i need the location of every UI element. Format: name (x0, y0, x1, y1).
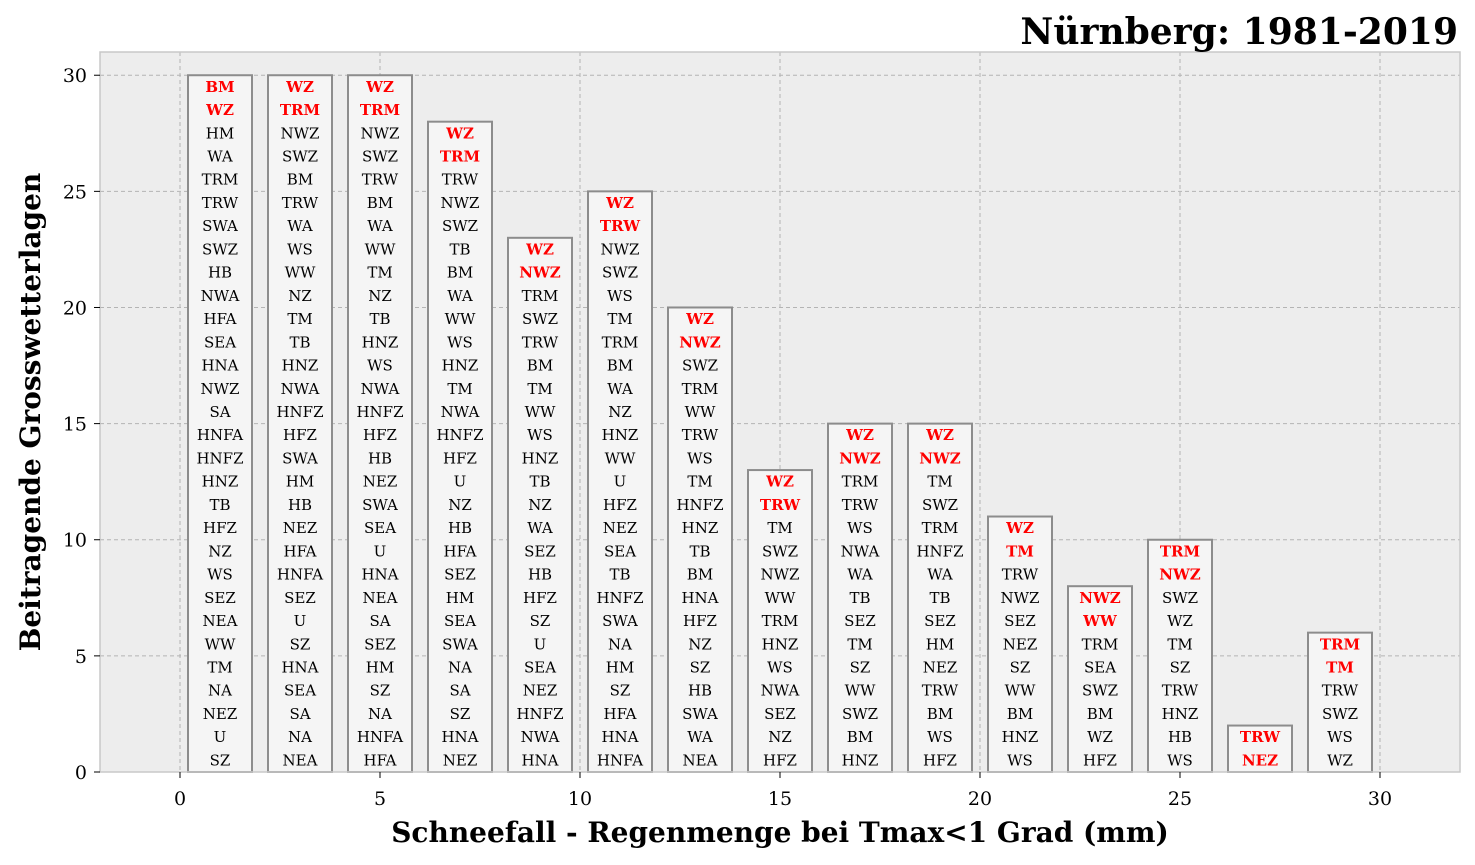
bar-cell-label: NA (208, 681, 232, 700)
bar-cell-label: NZ (448, 495, 472, 514)
bar-cell-label: SZ (609, 681, 631, 700)
bar-cell-label: HFA (363, 751, 397, 770)
bar-cell-label: TM (447, 379, 473, 398)
bar-cell-label: SWZ (521, 310, 559, 329)
bar-cell-label: HB (527, 565, 553, 584)
bar-cell-label: U (533, 635, 547, 654)
bar-cell-label: HNZ (281, 356, 319, 375)
bar-cell-label: WZ (446, 124, 474, 143)
bar-cell-label: TB (849, 588, 871, 607)
x-tick-label: 0 (173, 788, 187, 810)
bar-cell-label: SWA (282, 449, 318, 468)
bar-cell-label: NEZ (362, 472, 398, 491)
bar-cell-label: HNFZ (436, 426, 484, 445)
bar-cell-label: WS (207, 565, 233, 584)
bar-cell-label: HNA (281, 658, 319, 677)
bar-cell-label: HFZ (523, 588, 557, 607)
bar-cell-label: NEZ (522, 681, 558, 700)
bar-cell-label: HFA (603, 704, 637, 723)
bar-cell-label: BM (686, 565, 714, 584)
bar-cell-label: SZ (529, 612, 551, 631)
bar-cell-label: BM (366, 193, 394, 212)
bar-cell-label: SEZ (444, 565, 476, 584)
bar-cell-label: NZ (608, 403, 632, 421)
bar-cell-label: TRW (1321, 681, 1359, 700)
x-tick-label: 20 (967, 788, 993, 810)
bar-cell-label: BM (606, 356, 634, 375)
bar-cell-label: TRM (359, 101, 401, 120)
bar-cell-label: NWZ (600, 240, 640, 259)
bar-cell-label: BM (1006, 704, 1034, 723)
bar-cell-label: TM (1167, 635, 1193, 654)
bar-cell-label: HNFZ (196, 449, 244, 468)
bar-cell-label: HM (605, 658, 635, 677)
bar-cell-label: WS (1007, 751, 1033, 770)
bar-cell-label: TRM (921, 519, 959, 538)
bar (668, 307, 732, 772)
bar-cell-label: NWA (440, 403, 480, 421)
bar-cell-label: BM (526, 356, 554, 375)
x-tick-label: 15 (767, 788, 793, 810)
bar-cell-label: TRW (681, 426, 719, 445)
bar-cell-label: BM (205, 77, 235, 96)
y-tick-label: 20 (62, 297, 87, 320)
bar-cell-label: WS (527, 426, 553, 445)
bar-cell-label: TRW (841, 495, 879, 514)
bar-cell-label: WZ (1167, 612, 1193, 631)
bar-cell-label: HNA (601, 728, 639, 747)
bar-cell-label: SZ (289, 635, 311, 654)
bar-cell-label: SEZ (924, 612, 956, 631)
bar-cell-label: HNA (681, 588, 719, 607)
bar-cell-label: NEZ (282, 519, 318, 538)
bar-cell-label: HNFA (596, 751, 644, 770)
bar-cell-label: SWZ (441, 217, 479, 236)
bar-cell-label: HFZ (1083, 751, 1117, 770)
bar-cell-label: WA (367, 217, 393, 236)
bar-cell-label: SEZ (204, 588, 236, 607)
bar-cell-label: BM (1086, 704, 1114, 723)
bar-cell-label: SEZ (364, 635, 396, 654)
bar-cell-label: NZ (208, 542, 232, 561)
bar-cell-label: TRM (279, 101, 321, 120)
bar-cell-label: SA (289, 704, 311, 723)
bar-cell-label: WW (1004, 681, 1036, 700)
bar-cell-label: HFZ (683, 612, 717, 631)
y-tick-label: 15 (62, 413, 87, 436)
bar-cell-label: WS (447, 333, 473, 352)
bar-cell-label: HNZ (201, 472, 239, 491)
bar-cell-label: SWZ (281, 147, 319, 166)
bar-cell-label: HFZ (603, 495, 637, 514)
bar-cell-label: SWA (362, 495, 398, 514)
bar-cell-label: SZ (1009, 658, 1031, 677)
bar-cell-label: NWZ (200, 379, 240, 398)
bar-cell-label: TRW (361, 170, 399, 189)
bar-cell-label: TRM (1159, 542, 1201, 561)
bar-cell-label: NEA (202, 612, 238, 631)
bar-cell-label: TRW (1239, 728, 1281, 747)
bar-cell-label: TM (1326, 658, 1354, 677)
bar-cell-label: U (373, 542, 387, 561)
bar-cell-label: HFA (443, 542, 477, 561)
y-tick-label: 25 (62, 181, 87, 204)
bar-cell-label: HNA (361, 565, 399, 584)
bar-cell-label: HFA (283, 542, 317, 561)
bar-cell-label: NWZ (919, 449, 961, 468)
bar-cell-label: TRM (601, 333, 639, 352)
bar-cell-label: HNFZ (596, 588, 644, 607)
bar-cell-label: U (613, 472, 627, 491)
bar-cell-label: WZ (766, 472, 794, 491)
bar-cell-label: SWA (202, 217, 238, 236)
bar-cell-label: NWZ (1079, 588, 1121, 607)
bar-cell-label: SWZ (601, 263, 639, 282)
bar-cell-label: WW (524, 403, 556, 421)
bar-cell-label: WZ (526, 240, 554, 259)
bar-cell-label: HNFZ (356, 403, 404, 421)
bar-cell-label: WA (447, 286, 473, 305)
bar-cell-label: WW (204, 635, 236, 654)
bar-cell-label: NZ (688, 635, 712, 654)
bar-cell-label: WZ (1006, 519, 1034, 538)
bar-cell-label: WW (604, 449, 636, 468)
bar-cell-label: TRW (201, 193, 239, 212)
bar-cell-label: HB (207, 263, 233, 282)
bar-cell-label: TRW (1001, 565, 1039, 584)
bar-cell-label: HNFZ (276, 403, 324, 421)
bar-cell-label: NZ (288, 286, 312, 305)
x-tick-label: 25 (1167, 788, 1193, 810)
bar-cell-label: NA (368, 704, 392, 723)
bar-cell-label: NA (448, 658, 472, 677)
bar-cell-label: SA (449, 681, 471, 700)
bar-cell-label: SEA (283, 681, 317, 700)
bar-cell-label: HFZ (443, 449, 477, 468)
bar-cell-label: WZ (1087, 728, 1113, 747)
bar-cell-label: HNZ (1001, 728, 1039, 747)
bar-cell-label: WA (927, 565, 953, 584)
bar-cell-label: HNFA (276, 565, 324, 584)
bar-cell-label: TM (847, 635, 873, 654)
bar-cell-label: TRW (281, 193, 319, 212)
bar-cell-label: SEA (203, 333, 237, 352)
y-tick-label: 10 (62, 529, 87, 552)
bar-cell-label: WS (287, 240, 313, 259)
bar-cell-label: NWA (840, 542, 880, 561)
bar-cell-label: HNA (441, 728, 479, 747)
bar-cell-label: HNZ (441, 356, 479, 375)
bar-cell-label: NWA (360, 379, 400, 398)
bar-cell-label: HNFA (356, 728, 404, 747)
bar-cell-label: TRW (441, 170, 479, 189)
bar-cell-label: TM (607, 310, 633, 329)
x-tick-label: 30 (1367, 788, 1393, 810)
bar-cell-label: HNZ (601, 426, 639, 445)
bar-cell-label: WW (1083, 612, 1117, 631)
bar-cell-label: HNZ (1161, 704, 1199, 723)
bar-cell-label: WZ (1327, 751, 1353, 770)
bar-cell-label: SZ (209, 751, 231, 770)
bar-cell-label: NZ (528, 495, 552, 514)
bar-cell-label: SZ (849, 658, 871, 677)
bar-cell-label: TM (687, 472, 713, 491)
bar-cell-label: BM (926, 704, 954, 723)
bar-cell-label: NWZ (1159, 565, 1201, 584)
bar-cell-label: HM (365, 658, 395, 677)
bar-cell-label: TB (449, 240, 471, 259)
bar-cell-label: WW (444, 310, 476, 329)
bar-cell-label: WA (207, 147, 233, 166)
bar-cell-label: HFZ (363, 426, 397, 445)
bar-cell-label: SA (209, 403, 231, 421)
bar-cell-label: NWA (760, 681, 800, 700)
bar-cell-label: HB (1167, 728, 1193, 747)
bar-cell-label: HNZ (681, 519, 719, 538)
bar-cell-label: TB (289, 333, 311, 352)
bar-cell-label: TM (527, 379, 553, 398)
bar-cell-label: SZ (369, 681, 391, 700)
bar-cell-label: HM (445, 588, 475, 607)
bar-cell-label: NEZ (922, 658, 958, 677)
bar-cell-label: TRM (841, 472, 879, 491)
bar-cell-label: HNZ (841, 751, 879, 770)
bar-cell-label: WZ (926, 426, 954, 445)
bar-cell-label: NWZ (519, 263, 561, 282)
bar-cell-label: NEA (682, 751, 718, 770)
bar-cell-label: WA (287, 217, 313, 236)
bar-cell-label: WW (844, 681, 876, 700)
bar-cell-label: HNZ (361, 333, 399, 352)
bar-cell-label: TRM (1319, 635, 1361, 654)
bar-cell-label: TB (529, 472, 551, 491)
bar-cell-label: HNA (201, 356, 239, 375)
bar-cell-label: WA (687, 728, 713, 747)
bar-cell-label: NEA (362, 588, 398, 607)
bar-cell-label: WZ (206, 101, 234, 120)
bar-cell-label: SWZ (361, 147, 399, 166)
x-axis-ticks (174, 772, 1392, 810)
bar-cell-label: WS (847, 519, 873, 538)
bar-cell-label: SEA (1083, 658, 1117, 677)
bar-cell-label: SEZ (844, 612, 876, 631)
bar-cell-label: SEZ (524, 542, 556, 561)
bar-cell-label: SWZ (761, 542, 799, 561)
bar-cell-label: TB (929, 588, 951, 607)
bar-cell-label: SWZ (841, 704, 879, 723)
bar-cell-label: TRM (761, 612, 799, 631)
bar-cell-label: HNZ (521, 449, 559, 468)
bar-cell-label: WA (527, 519, 553, 538)
bar-cell-label: HM (285, 472, 315, 491)
bar-cell-label: BM (286, 170, 314, 189)
bar-cell-label: HNFZ (916, 542, 964, 561)
bar-cell-label: HB (687, 681, 713, 700)
bar-cell-label: WW (764, 588, 796, 607)
bar-cell-label: SWZ (1161, 588, 1199, 607)
bar-cell-label: SEZ (764, 704, 796, 723)
bar-cell-label: SEA (523, 658, 557, 677)
bar-cell-label: SZ (449, 704, 471, 723)
bar-cell-label: NWZ (360, 124, 400, 143)
bar-cell-label: U (293, 612, 307, 631)
bar-cell-label: TRW (1161, 681, 1199, 700)
bar-cell-label: SEA (443, 612, 477, 631)
bar-cell-label: SWA (442, 635, 478, 654)
bar-cell-label: TB (609, 565, 631, 584)
bar-cell-label: SA (369, 612, 391, 631)
x-tick-label: 10 (567, 788, 593, 810)
bar-cell-label: HFA (203, 310, 237, 329)
bar-cell-label: NWZ (440, 193, 480, 212)
bar-cell-label: SWA (682, 704, 718, 723)
bar-cell-label: NEZ (202, 704, 238, 723)
bar-cell-label: TRM (681, 379, 719, 398)
bar-cell-label: TRW (599, 217, 641, 236)
bar-cell-label: SZ (689, 658, 711, 677)
y-tick-label: 0 (74, 762, 87, 784)
bar-cell-label: HM (205, 124, 235, 143)
bar-cell-label: WW (284, 263, 316, 282)
bar-cell-label: SWZ (921, 495, 959, 514)
bar-cell-label: TRM (521, 286, 559, 305)
bar-cell-label: HB (367, 449, 393, 468)
bar-cell-label: WS (607, 286, 633, 305)
bar-cell-label: NEZ (1241, 751, 1279, 770)
bar-cell-label: TRM (439, 147, 481, 166)
y-axis-label: Beitragende Grosswetterlagen (14, 172, 47, 652)
bar-cell-label: SZ (1169, 658, 1191, 677)
bar-cell-label: WW (364, 240, 396, 259)
bar-cell-label: NA (608, 635, 632, 654)
bar-cell-label: WS (1327, 728, 1353, 747)
bar-cell-label: NWZ (1000, 588, 1040, 607)
bar-cell-label: TRW (759, 495, 801, 514)
bar-cell-label: TM (1006, 542, 1034, 561)
bar-cell-label: WA (847, 565, 873, 584)
bar-cell-label: TRW (521, 333, 559, 352)
bar-cell-label: HFZ (283, 426, 317, 445)
bar-cell-label: HB (287, 495, 313, 514)
bar-cell-label: HFZ (763, 751, 797, 770)
bar-cell-label: TM (287, 310, 313, 329)
bar-cell-label: NWZ (679, 333, 721, 352)
bar-cell-label: WZ (286, 77, 314, 96)
bar-cell-label: WZ (846, 426, 874, 445)
bar-cell-label: SWZ (1321, 704, 1359, 723)
chart-title: Nürnberg: 1981-2019 (1020, 11, 1458, 53)
bar-cell-label: TM (207, 658, 233, 677)
x-axis-label: Schneefall - Regenmenge bei Tmax<1 Grad (mm) (391, 816, 1169, 849)
bar-cell-label: NWA (280, 379, 320, 398)
bar-cell-label: NEZ (1002, 635, 1038, 654)
bar-cell-label: HNFZ (516, 704, 564, 723)
bar-cell-label: NEZ (442, 751, 478, 770)
bar-cell-label: HNZ (761, 635, 799, 654)
bar-cell-label: TRM (201, 170, 239, 189)
bar-cell-label: NEZ (602, 519, 638, 538)
bar-cell-label: TRM (1081, 635, 1119, 654)
y-axis-ticks (63, 65, 100, 784)
bar-cell-label: TM (927, 472, 953, 491)
bar-cell-label: TB (689, 542, 711, 561)
bar-cell-label: TB (209, 495, 231, 514)
bar-cell-label: NWZ (760, 565, 800, 584)
bar-cell-label: U (213, 728, 227, 747)
bar-cell-label: BM (446, 263, 474, 282)
bar-cell-label: WW (684, 403, 716, 421)
bar-cell-label: NWA (520, 728, 560, 747)
bar-cell-label: HM (925, 635, 955, 654)
bar-cell-label: SEZ (1004, 612, 1036, 631)
bar-cell-label: WA (607, 379, 633, 398)
bar-cell-label: SWZ (201, 240, 239, 259)
x-tick-label: 5 (373, 788, 387, 810)
bar-cell-label: SEZ (284, 588, 316, 607)
bar-cell-label: HB (447, 519, 473, 538)
bar-cell-label: TM (767, 519, 793, 538)
bar-cell-label: TRW (921, 681, 959, 700)
bar-cell-label: TM (367, 263, 393, 282)
bar-cell-label: WS (367, 356, 393, 375)
bar-cell-label: WS (927, 728, 953, 747)
bar-cell-label: TB (369, 310, 391, 329)
bar-cell-label: NWZ (839, 449, 881, 468)
bar-cell-label: SEA (363, 519, 397, 538)
y-tick-label: 30 (62, 65, 87, 88)
bar-cell-label: WZ (366, 77, 394, 96)
bar-cell-label: WS (1167, 751, 1193, 770)
bar-cell-label: SEA (603, 542, 637, 561)
y-tick-label: 5 (74, 645, 87, 668)
bar-cell-label: WS (767, 658, 793, 677)
bar-cell-label: SWZ (681, 356, 719, 375)
bar-cell-label: SWA (602, 612, 638, 631)
bar-cell-label: NEA (282, 751, 318, 770)
bar-cell-label: HFZ (203, 519, 237, 538)
bar-cell-label: HNA (521, 751, 559, 770)
bar-cell-label: HNFZ (676, 495, 724, 514)
bar-cell-label: NWA (200, 286, 240, 305)
bar-cell-label: SWZ (1081, 681, 1119, 700)
bar-cell-label: HFZ (923, 751, 957, 770)
bar-cell-label: HNFA (196, 426, 244, 445)
bar-cell-label: NZ (368, 286, 392, 305)
bar-cell-label: WZ (606, 193, 634, 212)
bar-cell-label: BM (846, 728, 874, 747)
bar-cell-label: NA (288, 728, 312, 747)
bar-cell-label: NWZ (280, 124, 320, 143)
bar-cell-label: WS (687, 449, 713, 468)
bar-cell-label: WZ (686, 310, 714, 329)
bar-cell-label: NZ (768, 728, 792, 747)
bar-cell-label: U (453, 472, 467, 491)
